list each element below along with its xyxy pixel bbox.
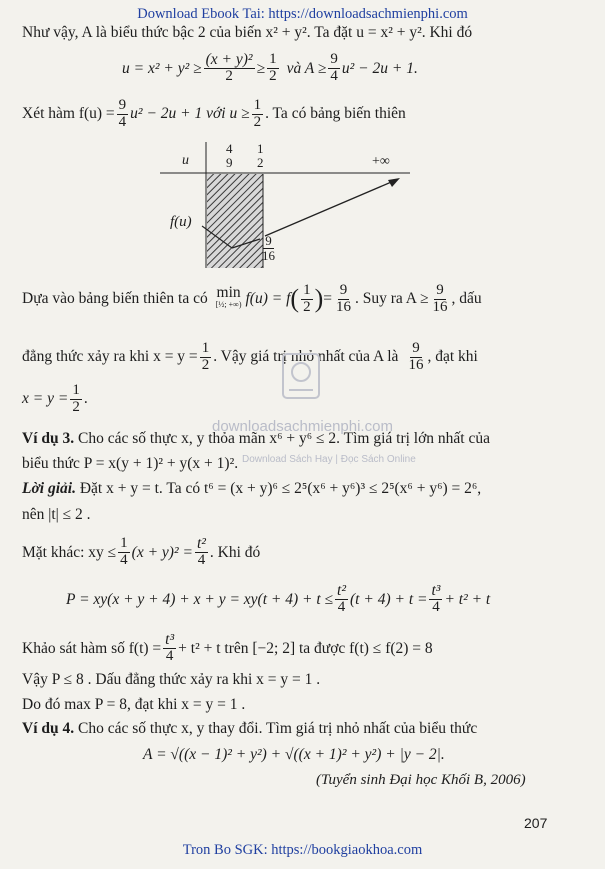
table-u-infinity: +∞ [372,154,390,169]
text-part: . [83,390,88,408]
fraction: $\frac{1}{2}$ [269,51,277,84]
text-line: Dựa vào bảng biến thiên ta có min [½; +∞) f(u) = f ( $\frac{1}{2}$ ) = $\frac{9}{16}$ . Suy ra A ≥ $\frac{9}{16}$ , dấu [22,282,482,315]
watermark-site: downloadsachmienphi.com [212,418,393,435]
fraction: $\frac{9}{16}$ [432,282,448,315]
fraction: $\frac{9}{4}$ [330,51,338,84]
text-part: Cho các số thực x, y thay đổi. Tìm giá trị nhỏ nhất của biểu thức [74,720,478,737]
text-line [22,383,88,416]
text-line [22,632,433,665]
text-part: + t² + t trên [−2; 2] ta được f(t) ≤ f(2) = 8 [178,639,433,657]
text-line: Vậy P ≤ 8 . Dấu đẳng thức xảy ra khi x = y = 1 . [22,671,321,688]
solution-label: Lời giải. [22,480,76,497]
fraction: $\frac{\text{t³}}{4}$ [165,631,175,665]
formula-part: + t² + t [444,590,491,608]
text-part: Xét hàm f(u) = [22,105,115,123]
text-part: . Suy ra A ≥ [355,290,429,308]
formula-part: (t + 4) + t = [350,590,428,608]
page-number: 207 [524,815,548,831]
table-f-label: f(u) [170,214,192,230]
fraction: $\frac{\text{t³}}{4}$ [431,582,441,616]
text-part: Mặt khác: xy ≤ [22,543,117,561]
text-part: = [323,290,332,308]
fraction: $\frac{\text{t²}}{4}$ [337,582,347,616]
fraction: $\frac{\text{t²}}{4}$ [196,535,206,569]
text-line [22,98,406,131]
example-4 [22,720,477,738]
text-line [22,341,478,374]
example-3 [22,430,490,448]
text-part: , dấu [451,290,482,308]
fraction: $\frac{\text{(x + y)²}}{2}$ [205,51,253,85]
text-part: (x + y)² = [131,543,193,561]
fraction: $\frac{9}{16}$ [336,282,351,315]
min-operator: min [½; +∞) [215,284,242,310]
fraction: $\frac{9}{16}$ [408,340,424,373]
text-line: nên |t| ≤ 2 . [22,506,91,523]
text-line [22,536,260,569]
fraction: $\frac{1}{2}$ [253,97,262,130]
formula-line [122,52,418,85]
watermark-tagline: Download Sách Hay | Đọc Sách Online [242,454,416,465]
table-min-value: $\frac{9}{16}$ [262,233,275,263]
text-part: Cho các số thực x, y thỏa mãn x⁶ + y⁶ ≤ 2. Tìm giá trị lớn nhất của [74,430,490,447]
text-part: x = y = [22,390,69,408]
example-label: Ví dụ 4. [22,720,75,737]
formula-part: P = xy(x + y + 4) + x + y = xy(t + 4) + t ≤ [66,590,334,608]
text-part: . Ta có bảng biến thiên [265,105,406,123]
text-part: , đạt khi [427,348,478,366]
text-part: Khảo sát hàm số f(t) = [22,639,162,657]
header-url[interactable]: Download Ebook Tai: https://downloadsachmienphi.com [137,6,468,22]
formula-part: u² − 2u + 1. [341,59,418,77]
text-part: u² − 2u + 1 với u ≥ [130,105,250,123]
watermark-logo-icon [275,350,335,405]
footer-url[interactable]: Tron Bo SGK: https://bookgiaokhoa.com [182,842,423,858]
text-part: . Khi đó [209,543,261,561]
fraction: $\frac{1}{2}$ [72,382,80,415]
formula-line: A = √((x − 1)² + y²) + √((x + 1)² + y²) + |y − 2|. [143,746,445,763]
fraction: $\frac{9}{4}$ [118,97,127,130]
table-u-value: 1 2 [257,141,264,170]
solution [22,480,481,498]
formula-part: u = x² + y² ≥ [122,59,202,77]
text-part: f(u) = f [245,290,291,308]
table-u-value: 4 9 [226,141,233,170]
formula-line [66,583,490,616]
text-line: Như vậy, A là biểu thức bậc 2 của biến x² + y². Ta đặt u = x² + y². Khi đó [22,24,473,41]
source-citation: (Tuyển sinh Đại học Khối B, 2006) [316,772,526,788]
fraction: $\frac{1}{2}$ [201,340,210,373]
formula-part: và A ≥ [286,59,327,77]
fraction: $\frac{1}{2}$ [303,282,311,315]
text-line: biểu thức P = x(y + 1)² + y(x + 1)². [22,455,239,472]
variation-table [160,142,420,272]
text-part: Dựa vào bảng biến thiên ta có [22,290,208,308]
table-u-label: u [182,153,189,168]
example-label: Ví dụ 3. [22,430,75,447]
text-part: Đặt x + y = t. Ta có t⁶ = (x + y)⁶ ≤ 2⁵(x⁶ + y⁶)³ ≤ 2⁵(x⁶ + y⁶) = 2⁶, [75,480,482,497]
text-part: đẳng thức xảy ra khi x = y = [22,348,198,366]
text-line: Do đó max P = 8, đạt khi x = y = 1 . [22,696,246,713]
fraction: $\frac{1}{4}$ [120,535,128,568]
formula-part: ≥ [256,59,266,77]
text-part: . Vậy giá trị nhỏ nhất của A là [213,348,399,366]
